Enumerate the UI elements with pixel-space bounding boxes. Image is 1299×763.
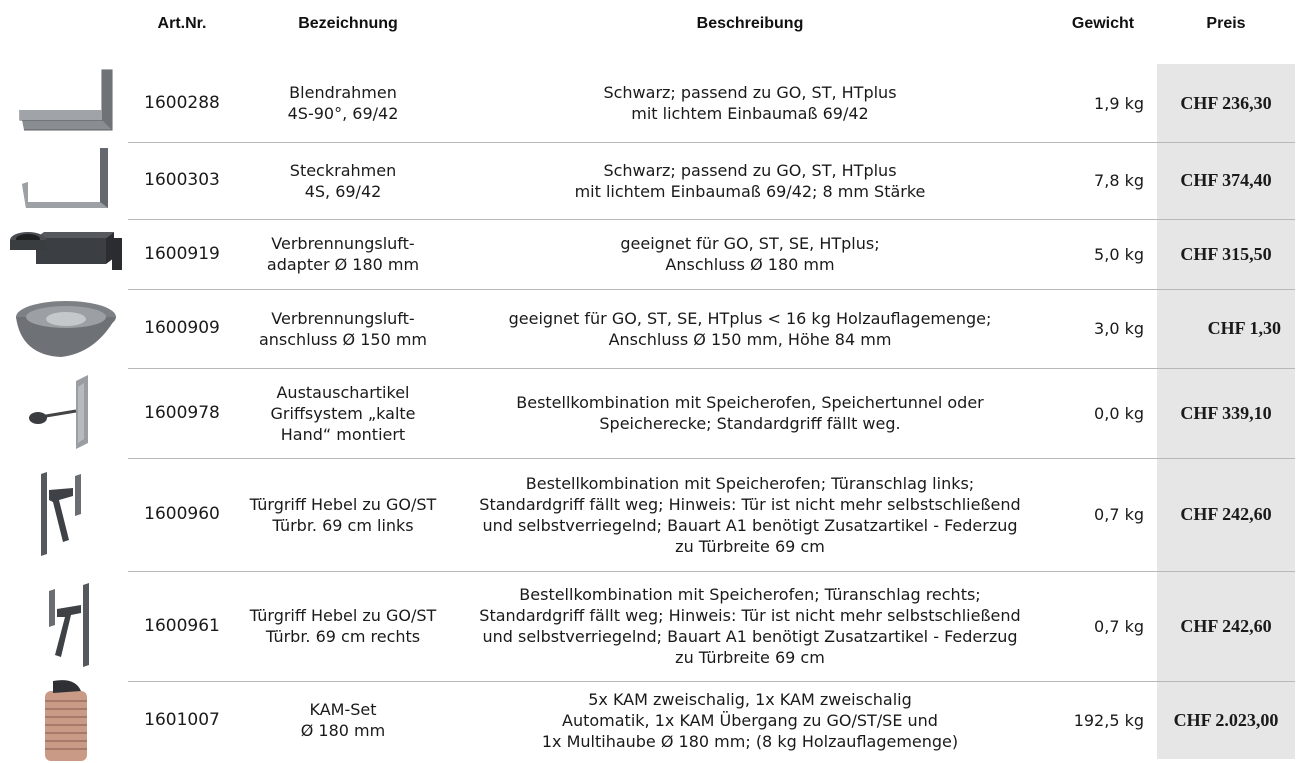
product-description-line: Standardgriff fällt weg; Hinweis: Tür ist nicht mehr selbstschließend	[479, 494, 1021, 514]
product-description-line: Bestellkombination mit Speicherofen; Türanschlag links;	[525, 473, 975, 493]
product-description-line: Schwarz; passend zu GO, ST, HTplus	[603, 160, 897, 180]
product-name-line: adapter Ø 180 mm	[266, 255, 420, 274]
product-price: CHF 236,30	[1180, 92, 1272, 113]
article-number: 1600909	[144, 318, 220, 338]
product-description	[450, 64, 1050, 142]
product-description-line: mit lichtem Einbaumaß 69/42	[631, 104, 869, 123]
product-name	[236, 368, 450, 458]
product-name-line: anschluss Ø 150 mm	[258, 329, 428, 349]
product-name-line: 4S, 69/42	[304, 181, 382, 201]
product-name	[236, 142, 450, 219]
product-weight: 192,5 kg	[1073, 710, 1144, 730]
product-description-line: und selbstverriegelnd; Bauart A1 benötigt Zusatzartikel - Federzug	[482, 627, 1018, 646]
product-weight: 1,9 kg	[1094, 93, 1144, 113]
product-weight: 0,7 kg	[1094, 505, 1144, 524]
product-name-line: Blendrahmen	[289, 83, 397, 102]
table-row	[0, 219, 1299, 289]
air-connector-icon	[4, 289, 128, 368]
product-name-line: Ø 180 mm	[300, 721, 386, 740]
product-description	[450, 458, 1050, 571]
product-weight: 0,7 kg	[1094, 616, 1144, 636]
product-description-line: Standardgriff fällt weg; Hinweis: Tür ist nicht mehr selbstschließend	[479, 606, 1021, 625]
table-row	[0, 142, 1299, 219]
table-row	[0, 681, 1299, 759]
article-number: 1600961	[144, 615, 220, 636]
product-weight: 0,0 kg	[1094, 403, 1144, 423]
product-name	[236, 458, 450, 571]
steckrahmen-frame-icon	[4, 142, 128, 219]
table-row	[0, 289, 1299, 368]
product-description	[450, 571, 1050, 681]
product-price: CHF 242,60	[1180, 615, 1272, 636]
header-gewicht: Gewicht	[1071, 15, 1135, 32]
article-number: 1601007	[144, 709, 220, 730]
product-weight: 7,8 kg	[1094, 171, 1144, 190]
header-bezeichnung: Bezeichnung	[298, 15, 398, 32]
product-name-line: Steckrahmen	[289, 160, 397, 180]
product-description-line: zu Türbreite 69 cm	[675, 648, 825, 667]
product-description-line: Anschluss Ø 180 mm	[665, 255, 835, 274]
product-weight: 5,0 kg	[1094, 244, 1144, 264]
product-description-line: Bestellkombination mit Speicherofen, Speichertunnel oder	[516, 393, 984, 412]
grip-system-icon	[4, 368, 128, 458]
product-name-line: Verbrennungsluft-	[271, 234, 415, 253]
product-description-line: zu Türbreite 69 cm	[675, 536, 825, 556]
air-adapter-icon	[4, 219, 128, 289]
article-number: 1600978	[144, 402, 220, 423]
product-description	[450, 142, 1050, 219]
table-row	[0, 458, 1299, 571]
product-description-line: Bestellkombination mit Speicherofen; Türanschlag rechts;	[519, 585, 981, 604]
product-description-line: Schwarz; passend zu GO, ST, HTplus	[603, 83, 897, 102]
product-description-line: Speicherecke; Standardgriff fällt weg.	[599, 414, 901, 433]
table-header	[0, 0, 1299, 54]
product-name-line: Austauschartikel	[276, 382, 410, 402]
header-beschreibung: Beschreibung	[696, 15, 804, 32]
product-description	[450, 289, 1050, 368]
product-description	[450, 368, 1050, 458]
product-name-line: Türgriff Hebel zu GO/ST	[249, 606, 437, 625]
product-price: CHF 1,30	[1207, 318, 1281, 338]
product-description-line: mit lichtem Einbaumaß 69/42; 8 mm Stärke	[574, 181, 926, 201]
product-name	[236, 64, 450, 142]
product-description	[450, 219, 1050, 289]
product-name-line: Türbr. 69 cm links	[272, 515, 414, 535]
product-name	[236, 571, 450, 681]
product-name	[236, 681, 450, 759]
product-description	[450, 681, 1050, 759]
table-row	[0, 368, 1299, 458]
product-price: CHF 315,50	[1180, 243, 1272, 264]
product-price: CHF 339,10	[1180, 402, 1272, 423]
article-number: 1600919	[144, 243, 220, 264]
table-row	[0, 571, 1299, 681]
product-description-line: geeignet für GO, ST, SE, HTplus < 16 kg Holzauflagemenge;	[508, 308, 992, 328]
lever-handle-right-icon	[4, 571, 128, 681]
product-description-line: 1x Multihaube Ø 180 mm; (8 kg Holzauflagemenge)	[541, 731, 959, 751]
product-description-line: Anschluss Ø 150 mm, Höhe 84 mm	[608, 329, 892, 349]
blendrahmen-frame-icon	[4, 64, 128, 142]
kam-set-hose-icon	[4, 681, 128, 759]
product-name	[236, 219, 450, 289]
article-number: 1600288	[144, 92, 220, 113]
product-name	[236, 289, 450, 368]
product-description-line: und selbstverriegelnd; Bauart A1 benötigt Zusatzartikel - Federzug	[482, 515, 1018, 535]
lever-handle-left-icon	[4, 458, 128, 571]
product-name-line: Verbrennungsluft-	[271, 308, 415, 328]
product-description-line: geeignet für GO, ST, SE, HTplus;	[620, 234, 880, 253]
product-name-line: Türgriff Hebel zu GO/ST	[249, 494, 437, 514]
product-name-line: Griffsystem „kalte	[270, 403, 416, 423]
product-description-line: 5x KAM zweischalig, 1x KAM zweischalig	[588, 689, 912, 709]
product-description-line: Automatik, 1x KAM Übergang zu GO/ST/SE und	[562, 710, 938, 730]
product-weight: 3,0 kg	[1094, 319, 1144, 338]
table-row	[0, 64, 1299, 142]
product-name-line: 4S-90°, 69/42	[287, 104, 399, 123]
header-artnr: Art.Nr.	[157, 15, 207, 32]
product-price: CHF 374,40	[1180, 170, 1272, 190]
product-name-line: Türbr. 69 cm rechts	[265, 627, 421, 646]
product-name-line: Hand“ montiert	[280, 424, 406, 444]
product-price: CHF 242,60	[1180, 504, 1272, 524]
article-number: 1600303	[144, 170, 220, 190]
product-price: CHF 2.023,00	[1173, 709, 1279, 730]
product-name-line: KAM-Set	[309, 700, 377, 719]
header-preis: Preis	[1206, 15, 1246, 32]
article-number: 1600960	[144, 504, 220, 524]
